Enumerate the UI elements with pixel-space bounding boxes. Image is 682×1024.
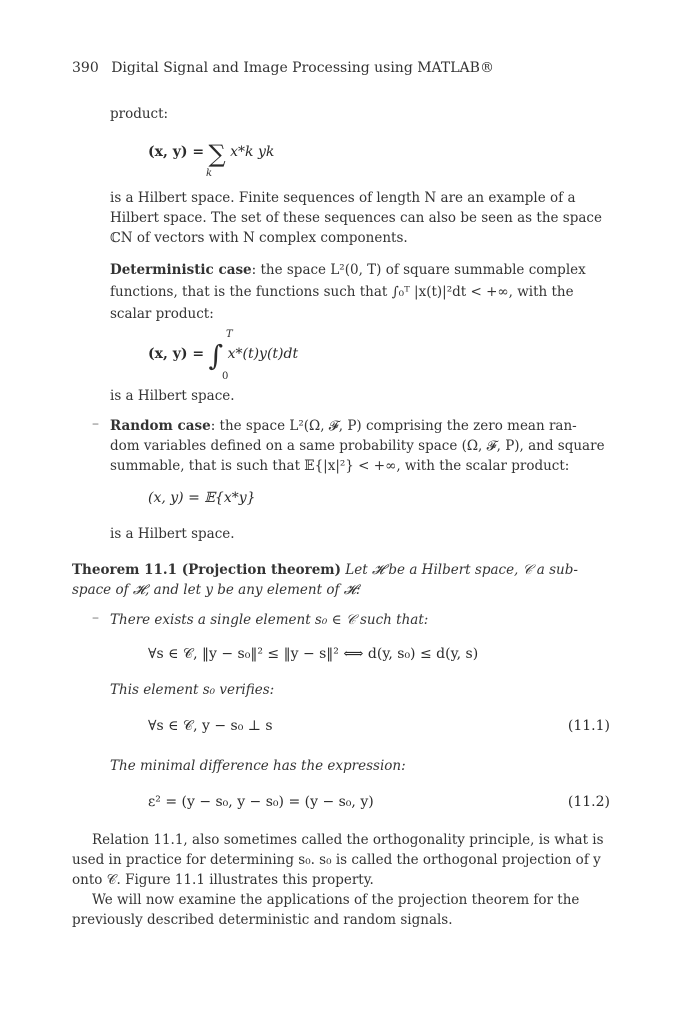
- closing-line-1: We will now examine the applications of the projection theorem for the: [92, 892, 580, 908]
- product-intro: product:: [110, 106, 169, 122]
- equation-number-11-1: (11.1): [567, 718, 610, 734]
- sum-symbol: ∑: [208, 140, 226, 168]
- theorem-text-1: Let 𝓗 be a Hilbert space, 𝒞 a sub-: [345, 562, 578, 578]
- deterministic-text-1: : the space L²(0, T) of square summable complex: [251, 262, 586, 278]
- relation-line-1: Relation 11.1, also sometimes called the orthogonality principle, is what is: [92, 832, 604, 848]
- eq-sum-index: k: [206, 168, 213, 179]
- deterministic-line-1: [110, 260, 586, 280]
- deterministic-line-2: functions, that is the functions such that ∫₀ᵀ |x(t)|²dt < +∞, with the: [110, 284, 574, 300]
- theorem-label: Theorem 11.1 (Projection theorem): [72, 562, 341, 578]
- eq-int-lhs: (x, y) =: [148, 346, 205, 362]
- verifies-line: This element s₀ verifies:: [110, 682, 275, 698]
- running-title: Digital Signal and Image Processing using MATLAB®: [111, 60, 494, 76]
- bullet-dash-theorem: –: [92, 610, 99, 626]
- random-line-1: [110, 416, 577, 436]
- closing-line-2: previously described deterministic and random signals.: [72, 912, 453, 928]
- bullet-dash-random: –: [92, 416, 99, 432]
- exists-line: There exists a single element s₀ ∈ 𝒞 such that:: [110, 612, 429, 628]
- min-diff-line: The minimal difference has the expression:: [110, 758, 406, 774]
- theorem-line-1: [72, 560, 578, 580]
- deterministic-line-3: scalar product:: [110, 306, 214, 322]
- eq-sum-lhs: (x, y) =: [148, 144, 205, 160]
- equation-expectation: (x, y) = 𝔼{x*y}: [148, 490, 256, 506]
- eq-int-upper: T: [226, 329, 233, 340]
- deterministic-label: Deterministic case: [110, 262, 252, 278]
- random-line-3: summable, that is such that 𝔼{|x|²} < +∞, with the scalar product:: [110, 458, 570, 474]
- is-hilbert-2: is a Hilbert space.: [110, 526, 235, 542]
- finite-seq-line-3: ℂN of vectors with N complex components.: [110, 230, 408, 246]
- random-label: Random case: [110, 418, 211, 434]
- equation-number-11-2: (11.2): [567, 794, 610, 810]
- is-hilbert-1: is a Hilbert space.: [110, 388, 235, 404]
- eq-sum-rhs: x*k yk: [230, 144, 275, 160]
- equation-sum: [148, 140, 275, 168]
- running-header: [72, 60, 494, 76]
- eq-int-rhs: x*(t)y(t)dt: [227, 346, 299, 362]
- theorem-line-2: space of 𝓗, and let y be any element of 𝓗:: [72, 582, 361, 598]
- equation-epsilon: ε² = (y − s₀, y − s₀) = (y − s₀, y): [148, 794, 374, 810]
- relation-line-2: used in practice for determining s₀. s₀ is called the orthogonal projection of y: [72, 852, 601, 868]
- relation-line-3: onto 𝒞. Figure 11.1 illustrates this property.: [72, 872, 374, 888]
- integral-symbol: ∫: [208, 339, 224, 372]
- finite-seq-line-1: is a Hilbert space. Finite sequences of length N are an example of a: [110, 190, 576, 206]
- equation-orthogonality: ∀s ∈ 𝒞, y − s₀ ⊥ s: [148, 718, 273, 734]
- finite-seq-line-2: Hilbert space. The set of these sequences can also be seen as the space: [110, 210, 602, 226]
- eq-int-lower: 0: [222, 371, 229, 382]
- equation-minimum: ∀s ∈ 𝒞, ‖y − s₀‖² ≤ ‖y − s‖² ⟺ d(y, s₀) ≤ d(y, s): [148, 646, 479, 662]
- random-line-2: dom variables defined on a same probability space (Ω, 𝓕, P), and square: [110, 438, 605, 454]
- page-number: 390: [72, 60, 99, 76]
- random-text-1: : the space L²(Ω, 𝓕, P) comprising the zero mean ran-: [210, 418, 577, 434]
- equation-integral: [148, 339, 299, 372]
